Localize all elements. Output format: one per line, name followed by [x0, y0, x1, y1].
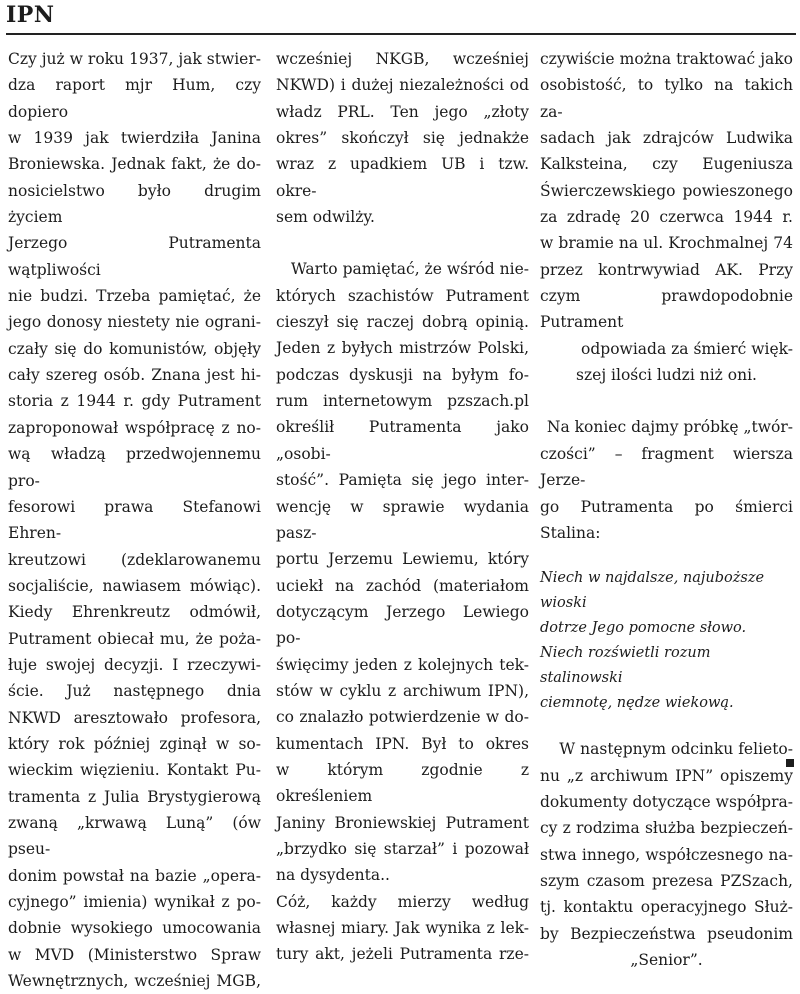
- text-line: Czy już w roku 1937, jak stwier-: [8, 50, 261, 68]
- text-line: cały szereg osób. Znana jest hi-: [8, 366, 261, 385]
- text-line: święcimy jeden z kolejnych tek-: [276, 655, 529, 674]
- text-line: NKWD aresztowało profesora,: [8, 708, 261, 727]
- text-line: Kalksteina, czy Eugeniusza: [540, 155, 793, 174]
- text-line: wcześniej NKGB, wcześniej: [276, 50, 529, 68]
- text-line: go Putramenta po śmierci Stalina:: [540, 497, 793, 542]
- text-line: socjaliście, nawiasem mówiąc).: [8, 576, 261, 595]
- text-line: dza raport mjr Hum, czy dopiero: [8, 76, 261, 121]
- text-line: Warto pamiętać, że wśród nie-: [290, 260, 529, 279]
- section-header: [6, 3, 796, 35]
- text-line: czości” – fragment wiersza Jerze-: [540, 444, 793, 490]
- text-line: Jerzego Putramenta wątpliwości: [8, 234, 261, 279]
- text-line: by Bezpieczeństwa pseudonim: [540, 924, 793, 943]
- text-line: podczas dyskusji na byłym fo-: [276, 365, 529, 384]
- text-line: za zdradę 20 czerwca 1944 r.: [540, 208, 793, 227]
- text-line: stość”. Pamięta się jego inter-: [276, 471, 529, 490]
- text-line: sem odwilży.: [276, 208, 375, 227]
- text-line: „brzydko się starzał” i pozował: [276, 839, 529, 858]
- text-line: w którym zgodnie z określeniem: [276, 760, 529, 806]
- text-line: co znalazło potwierdzenie w do-: [276, 708, 529, 727]
- text-line: uciekł na zachód (materiałom: [276, 576, 529, 595]
- text-line: nosicielstwo było drugim życiem: [8, 181, 261, 227]
- text-line: Janiny Broniewskiej Putrament: [276, 813, 529, 832]
- text-line: cieszył się raczej dobrą opinią.: [276, 313, 529, 332]
- poem-line: Niech w najdalsze, najuboższe wioski: [540, 570, 765, 612]
- text-line: Na koniec dajmy próbkę „twór-: [546, 418, 793, 437]
- text-line: Cóż, każdy mierzy według: [276, 892, 529, 911]
- text-line: w MVD (Ministerstwo Spraw: [8, 945, 261, 964]
- text-line: wraz z upadkiem UB i tzw. okre-: [276, 155, 529, 200]
- text-line: wą władzą przedwojennemu pro-: [8, 445, 261, 490]
- text-line: stów w cyklu z archiwum IPN),: [276, 681, 529, 700]
- end-of-article-mark: [786, 759, 794, 767]
- text-line: dokumenty dotyczące współpra-: [540, 792, 793, 811]
- text-line: władz PRL. Ten jego „złoty: [276, 102, 529, 121]
- text-line: których szachistów Putrament: [276, 286, 529, 305]
- text-line: sadach jak zdrajców Ludwika: [540, 129, 793, 148]
- text-line: czały się do komunistów, objęły: [8, 339, 261, 358]
- text-line: w 1939 jak twierdziła Janina: [8, 129, 261, 148]
- text-line: czym prawdopodobnie Putrament: [540, 287, 793, 332]
- text-line: wencję w sprawie wydania pasz-: [276, 497, 529, 542]
- section-title: IPN: [6, 2, 55, 28]
- text-line: własnej miary. Jak wynika z lek-: [276, 919, 529, 937]
- text-line: tj. kontaktu operacyjnego Służ-: [540, 898, 793, 917]
- text-line: przez kontrwywiad AK. Przy: [540, 260, 793, 279]
- text-line: cy z rodzima służba bezpieczeń-: [540, 819, 793, 838]
- text-line: jego donosy niestety nie ograni-: [8, 313, 261, 332]
- text-line: tramenta z Julia Brystygierową: [8, 787, 261, 806]
- poem-line: ciemnotę, nędze wiekową.: [540, 695, 734, 712]
- text-line: kumentach IPN. Był to okres: [276, 734, 529, 753]
- text-line: na dysydenta..: [276, 866, 390, 885]
- text-line: Kiedy Ehrenkreutz odmówił,: [8, 603, 261, 622]
- text-line: określił Putramenta jako „osobi-: [276, 418, 529, 463]
- text-line: storia z 1944 r. gdy Putrament: [8, 392, 261, 411]
- text-line: NKWD) i dużej niezależności od: [276, 76, 529, 95]
- text-line: w bramie na ul. Krochmalnej 74: [540, 234, 793, 253]
- text-line: czywiście można traktować jako: [540, 50, 793, 68]
- text-column-2: [276, 46, 529, 968]
- text-line: zaproponował współpracę z no-: [8, 418, 261, 437]
- text-line: nie budzi. Trzeba pamiętać, że: [8, 287, 261, 306]
- text-line: łuje swojej decyzji. I rzeczywi-: [8, 655, 261, 674]
- text-line: Broniewska. Jednak fakt, że do-: [8, 155, 261, 174]
- text-column-1: [8, 46, 261, 994]
- text-line: stwa innego, współczesnego na-: [540, 845, 793, 864]
- text-line: który rok później zginął w so-: [8, 734, 261, 753]
- text-line: rum internetowym pzszach.pl: [276, 392, 529, 411]
- text-line: fesorowi prawa Stefanowi Ehren-: [8, 497, 261, 543]
- text-line: odpowiada za śmierć więk-: [581, 339, 793, 358]
- text-line: donim powstał na bazie „opera-: [8, 866, 261, 885]
- poem-line: dotrze Jego pomocne słowo.: [540, 620, 747, 637]
- text-line: portu Jerzemu Lewiemu, który: [276, 550, 529, 569]
- text-line: osobistość, to tylko na takich za-: [540, 76, 793, 121]
- text-column-3: [540, 46, 793, 973]
- text-line: Świerczewskiego powieszonego: [540, 181, 793, 200]
- text-line: wieckim więzieniu. Kontakt Pu-: [8, 761, 261, 780]
- text-line: Putrament obiecał mu, że poża-: [8, 629, 261, 648]
- text-line: dobnie wysokiego umocowania: [8, 919, 261, 938]
- text-line: zwaną „krwawą Luną” (ów pseu-: [8, 813, 261, 859]
- text-line: Wewnętrznych, wcześniej MGB,: [8, 972, 261, 991]
- poem-excerpt: [540, 566, 793, 716]
- text-line: dotyczącym Jerzego Lewiego po-: [276, 602, 529, 648]
- text-line: ście. Już następnego dnia: [8, 682, 261, 701]
- text-line: cyjnego” imienia) wynikał z po-: [8, 893, 261, 911]
- text-line: W następnym odcinku felieto-: [559, 740, 793, 759]
- text-line: okres” skończył się jednakże: [276, 129, 529, 148]
- text-line: nu „z archiwum IPN” opiszemy: [540, 766, 793, 785]
- text-line: „Senior”.: [630, 950, 703, 969]
- text-line: szym czasom prezesa PZSzach,: [540, 871, 793, 890]
- text-line: Jeden z byłych mistrzów Polski,: [276, 339, 529, 358]
- poem-line: Niech rozświetli rozum stalinowski: [540, 645, 711, 687]
- text-line: tury akt, jeżeli Putramenta rze-: [276, 945, 529, 964]
- text-line: szej ilości ludzi niż oni.: [576, 366, 757, 385]
- text-line: kreutzowi (zdeklarowanemu: [8, 550, 261, 569]
